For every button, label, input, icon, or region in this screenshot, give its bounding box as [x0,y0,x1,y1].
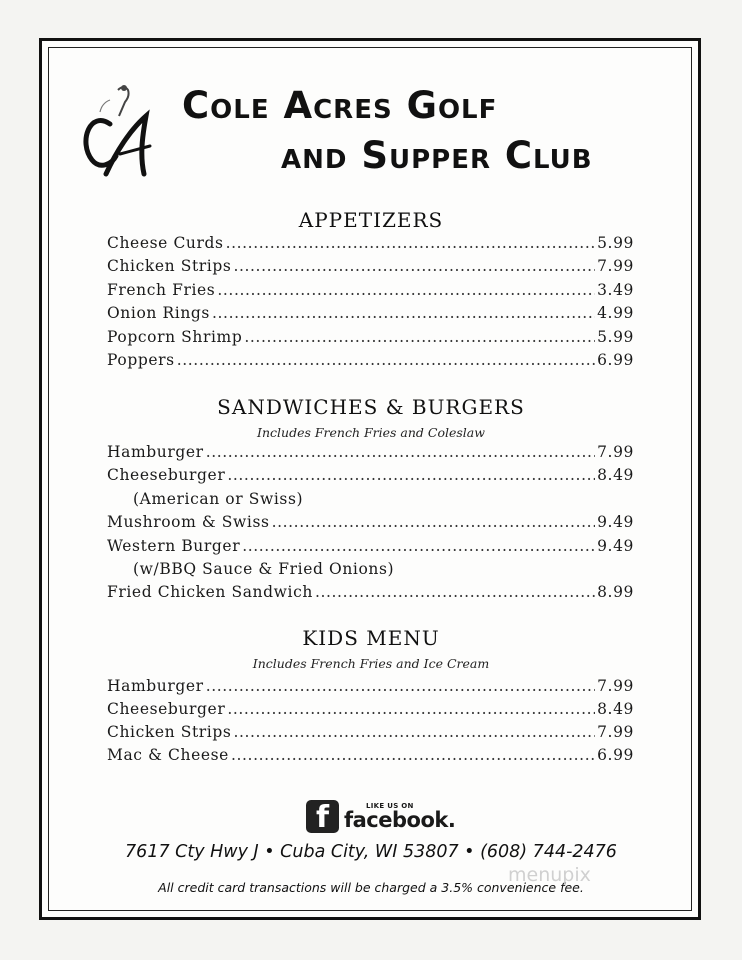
item-price: 8.99 [597,583,634,601]
item-name: Mac & Cheese [107,746,229,764]
facebook-brand-text: facebook. [344,807,456,832]
sandwiches-heading: SANDWICHES & BURGERS [217,395,525,419]
menu-item [107,513,634,535]
item-price: 5.99 [597,328,634,346]
menu-item [107,700,634,722]
item-price: 6.99 [597,746,634,764]
item-name: Cheeseburger [107,700,226,718]
dot-leader [242,537,595,555]
dot-leader [272,513,596,531]
item-name: French Fries [107,281,216,299]
dot-leader [177,351,595,369]
dot-leader [206,677,595,695]
item-name: Popcorn Shrimp [107,328,243,346]
dot-leader [217,281,595,299]
menu-item [107,677,634,699]
item-price: 9.49 [597,513,634,531]
menu-item [107,234,634,256]
item-price: 7.99 [597,723,634,741]
item-name: Hamburger [107,677,204,695]
dot-leader [315,583,595,601]
item-price: 7.99 [597,257,634,275]
facebook-like-text: LIKE US ON [366,801,414,810]
dot-leader [244,328,595,346]
item-name: Cheese Curds [107,234,224,252]
item-price: 7.99 [597,443,634,461]
item-price: 8.49 [597,700,634,718]
item-price: 7.99 [597,677,634,695]
watermark: menupix [508,864,591,886]
cole-acres-logo [80,82,170,182]
facebook-icon: f [306,800,339,833]
dot-leader [226,234,596,252]
item-price: 8.49 [597,466,634,484]
menu-item [107,723,634,745]
appetizers-heading: APPETIZERS [298,208,444,232]
item-note: (w/BBQ Sauce & Fried Onions) [133,560,395,578]
menu-item [107,537,634,559]
menu-item [107,281,634,303]
dot-leader [212,304,595,322]
kids-heading: KIDS MENU [302,626,440,650]
menu-item [107,443,634,465]
item-price: 5.99 [597,234,634,252]
item-price: 4.99 [597,304,634,322]
restaurant-title-line2: and Supper Club [281,134,593,177]
dot-leader [206,443,595,461]
menu-item [107,466,634,488]
item-name: Chicken Strips [107,257,232,275]
kids-subtitle: Includes French Fries and Ice Cream [252,656,490,671]
credit-card-disclaimer: All credit card transactions will be charged a 3.5% convenience fee. [158,880,584,895]
restaurant-address: 7617 Cty Hwy J • Cuba City, WI 53807 • (608) 744-2476 [125,842,617,862]
item-price: 9.49 [597,537,634,555]
dot-leader [227,700,595,718]
item-name: Mushroom & Swiss [107,513,270,531]
item-name: Western Burger [107,537,241,555]
menu-item [107,257,634,279]
item-name: Onion Rings [107,304,210,322]
dot-leader [227,466,595,484]
menu-item [107,328,634,350]
menu-item [107,304,634,326]
facebook-like-badge[interactable] [306,798,455,834]
item-price: 3.49 [597,281,634,299]
dot-leader [233,257,595,275]
item-price: 6.99 [597,351,634,369]
restaurant-title-line1: Cole Acres Golf [182,84,498,127]
item-name: Poppers [107,351,175,369]
logo-monogram: CA [80,82,82,83]
dot-leader [231,746,595,764]
item-name: Cheeseburger [107,466,226,484]
menu-item [107,351,634,373]
item-name: Fried Chicken Sandwich [107,583,313,601]
sandwiches-subtitle: Includes French Fries and Coleslaw [257,425,485,440]
item-name: Hamburger [107,443,204,461]
menu-item [107,583,634,605]
item-name: Chicken Strips [107,723,232,741]
item-note: (American or Swiss) [133,490,304,508]
dot-leader [233,723,595,741]
menu-item [107,746,634,768]
